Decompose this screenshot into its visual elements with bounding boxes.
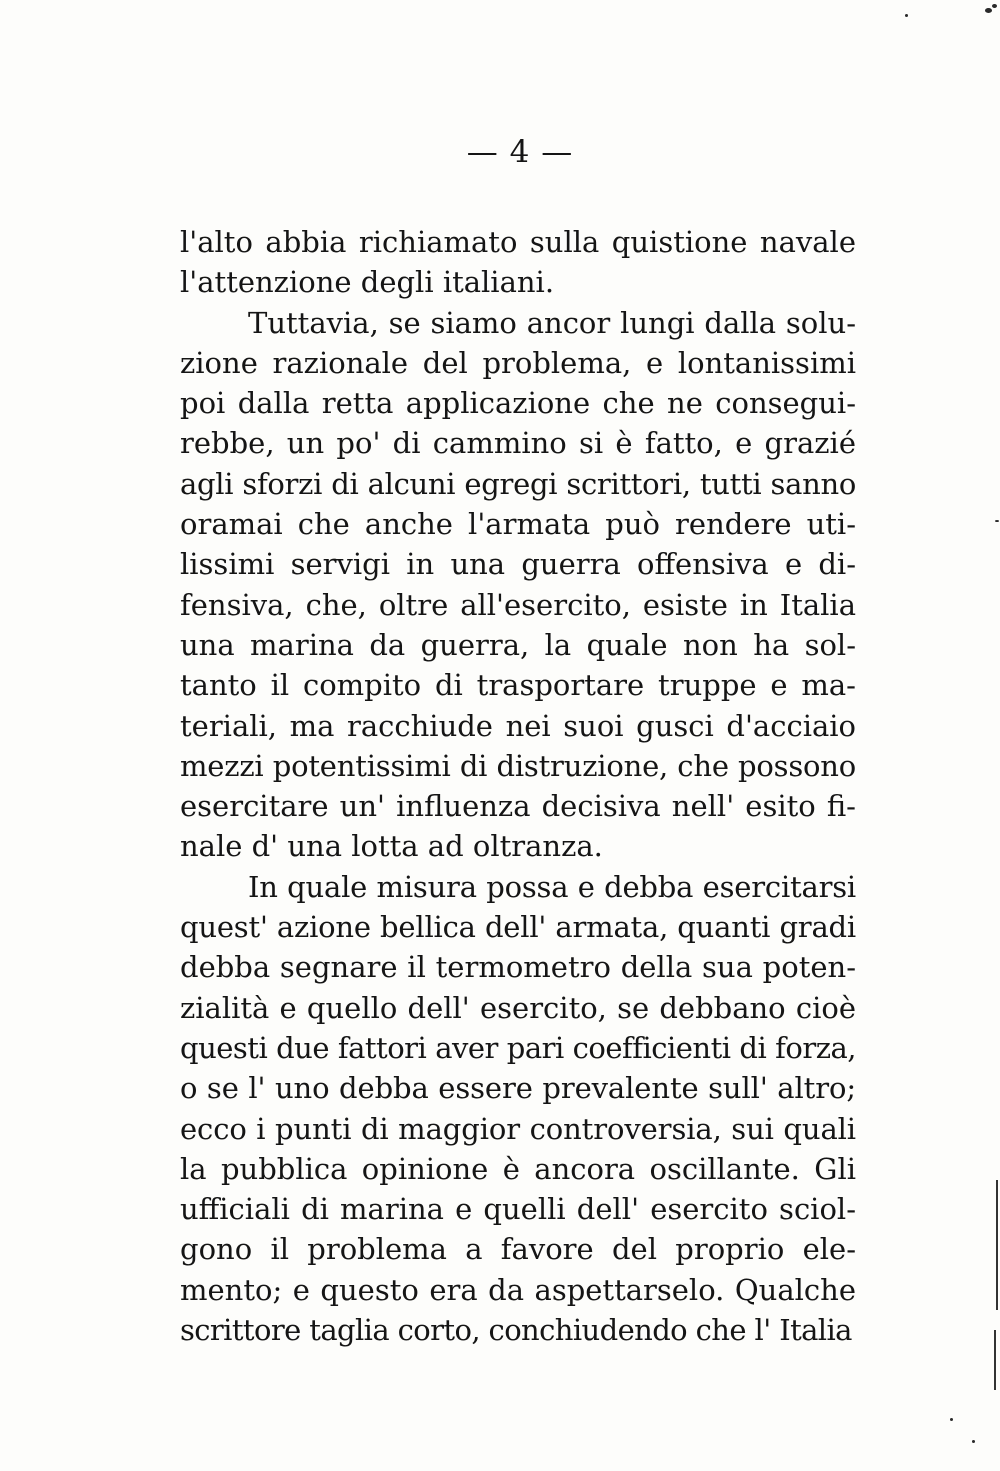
page-number: — 4 —	[466, 134, 574, 170]
text-line: fensiva, che, oltre all'esercito, esiste in Italia	[180, 587, 856, 622]
text-line: poi dalla retta applicazione che ne consegui-	[180, 386, 856, 421]
text-line: gono il problema a favore del proprio ele-	[180, 1232, 856, 1267]
text-line: nale d' una lotta ad oltranza.	[180, 829, 603, 864]
text-line: o se l' uno debba essere prevalente sull' altro;	[180, 1071, 856, 1106]
text-line: rebbe, un po' di cammino si è fatto, e grazié	[180, 426, 856, 461]
text-line: una marina da guerra, la quale non ha sol-	[180, 627, 856, 662]
text-line: ecco i punti di maggior controversia, sui quali	[180, 1111, 856, 1146]
text-line: agli sforzi di alcuni egregi scrittori, tutti sanno	[180, 466, 856, 501]
text-line: mento; e questo era da aspettarselo. Qualche	[180, 1272, 856, 1307]
scan-speck	[905, 14, 908, 17]
scan-speck	[995, 520, 999, 522]
text-line: In quale misura possa e debba esercitarsi	[248, 869, 856, 904]
page-edge-mark	[996, 1180, 998, 1310]
scan-speck	[985, 8, 992, 13]
text-line: zialità e quello dell' esercito, se debbano cioè	[180, 990, 856, 1025]
text-line: ufficiali di marina e quelli dell' esercito sciol-	[180, 1192, 856, 1227]
text-line: questi due fattori aver pari coefficienti di forza,	[180, 1030, 856, 1065]
body-text	[180, 222, 856, 1350]
text-line: zione razionale del problema, e lontanissimi	[180, 345, 856, 380]
scan-speck	[950, 1418, 953, 1421]
text-line: l'alto abbia richiamato sulla quistione navale	[180, 225, 856, 259]
scan-speck	[992, 4, 997, 8]
text-line: Tuttavia, se siamo ancor lungi dalla solu-	[248, 305, 856, 340]
page-edge-mark	[994, 1330, 996, 1390]
text-line: lissimi servigi in una guerra offensiva e di-	[180, 547, 856, 582]
scan-speck	[972, 1440, 975, 1443]
text-line: la pubblica opinione è ancora oscillante. Gli	[180, 1151, 856, 1186]
text-line: oramai che anche l'armata può rendere uti-	[180, 507, 856, 542]
text-line: tanto il compito di trasportare truppe e ma-	[180, 668, 856, 703]
text-line: teriali, ma racchiude nei suoi gusci d'acciaio	[180, 708, 856, 743]
text-line: scrittore taglia corto, conchiudendo che l' Italia	[180, 1313, 852, 1348]
text-line: debba segnare il termometro della sua poten-	[180, 950, 856, 985]
text-line: quest' azione bellica dell' armata, quanti gradi	[180, 910, 856, 945]
text-line: esercitare un' influenza decisiva nell' esito fi-	[180, 789, 856, 824]
text-line: mezzi potentissimi di distruzione, che possono	[180, 748, 856, 783]
text-line: l'attenzione degli italiani.	[180, 265, 555, 300]
